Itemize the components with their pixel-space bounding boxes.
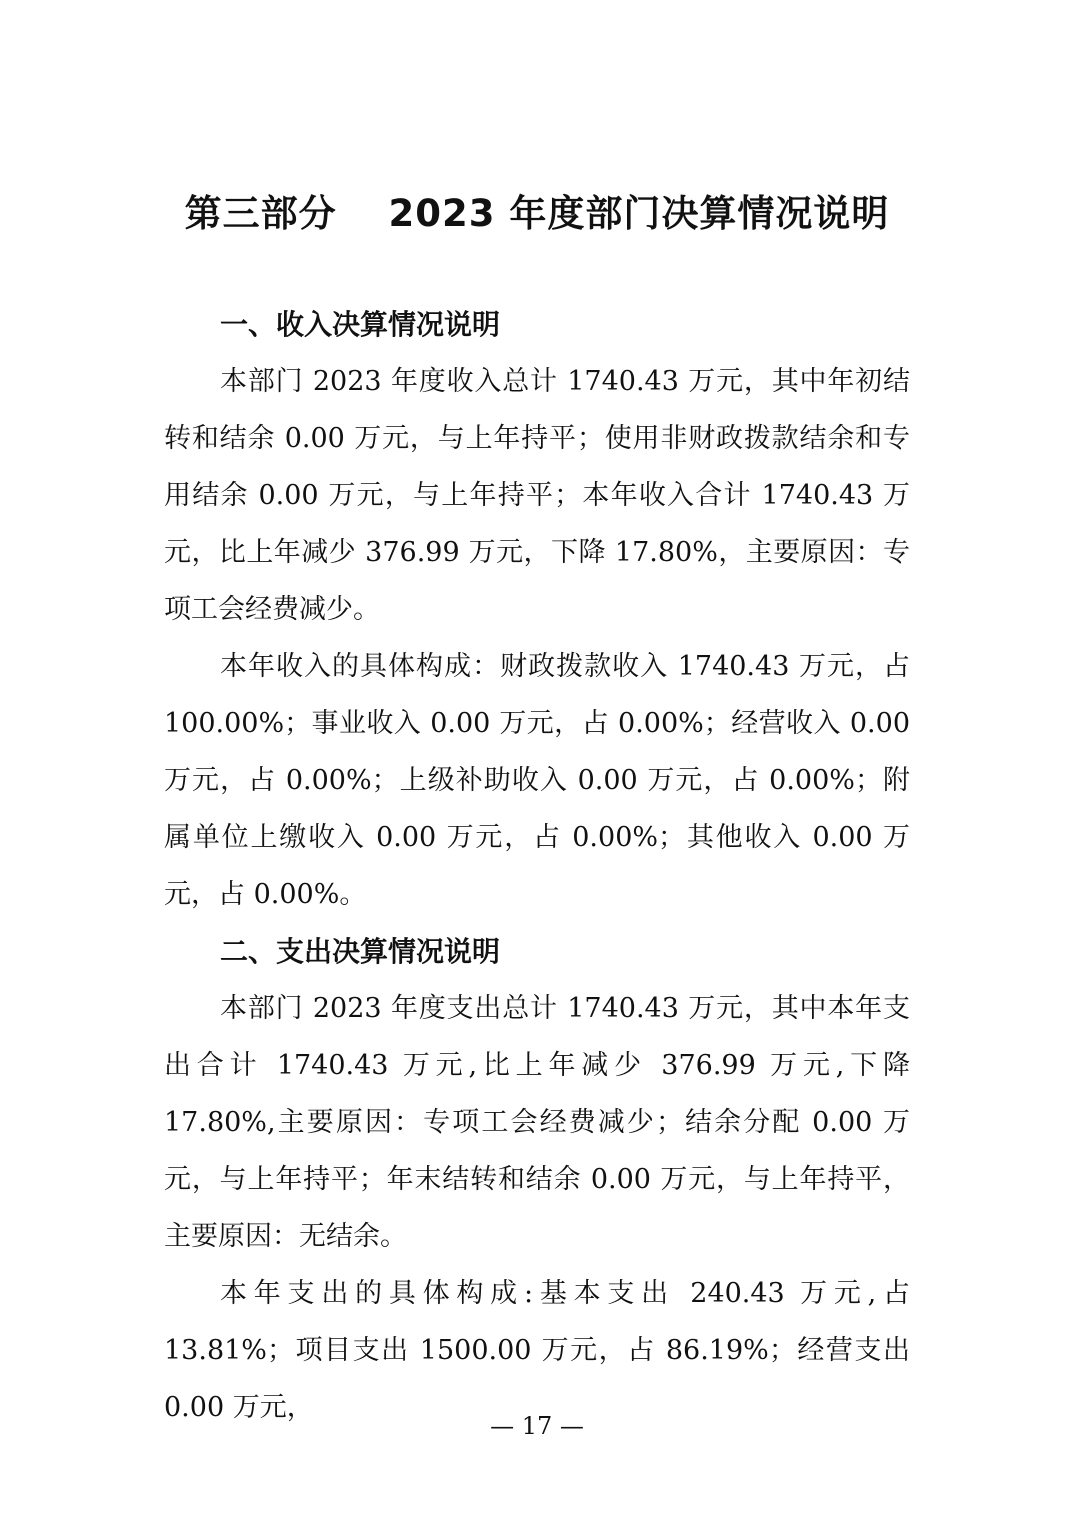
section-expenditure xyxy=(164,923,910,1436)
paragraph-expenditure-summary: 本部门 2023 年度支出总计 1740.43 万元，其中本年支出合计 1740.43 万元,比上年减少 376.99 万元,下降 17.80%,主要原因：专项工会经费减少；结余分配 0.00 万元，与上年持平；年末结转和结余 0.00 万元，与上年持平，主要原因：无结余。 xyxy=(164,993,910,1252)
paragraph-income-summary: 本部门 2023 年度收入总计 1740.43 万元，其中年初结转和结余 0.00 万元，与上年持平；使用非财政拨款结余和专用结余 0.00 万元，与上年持平；本年收入合计 1740.43 万元，比上年减少 376.99 万元，下降 17.80%，主要原因：专项工会经费减少。 xyxy=(164,366,910,625)
section-heading-income: 一、收入决算情况说明 xyxy=(220,308,501,341)
page-number: — 17 — xyxy=(490,1412,584,1440)
paragraph-expenditure-composition: 本年支出的具体构成:基本支出 240.43 万元,占 13.81%；项目支出 1500.00 万元，占 86.19%；经营支出 0.00 万元， xyxy=(164,1278,910,1423)
section-heading-expenditure: 二、支出决算情况说明 xyxy=(220,935,501,968)
section-income xyxy=(164,296,910,923)
paragraph-income-composition: 本年收入的具体构成：财政拨款收入 1740.43 万元，占 100.00%；事业收入 0.00 万元，占 0.00%；经营收入 0.00 万元，占 0.00%；上级补助收入 0.00 万元，占 0.00%；附属单位上缴收入 0.00 万元，占 0.00%；其他收入 0.00 万元，占 0.00%。 xyxy=(164,651,910,910)
document-body xyxy=(164,296,910,1436)
page-title: 第三部分 2023 年度部门决算情况说明 xyxy=(184,192,890,235)
